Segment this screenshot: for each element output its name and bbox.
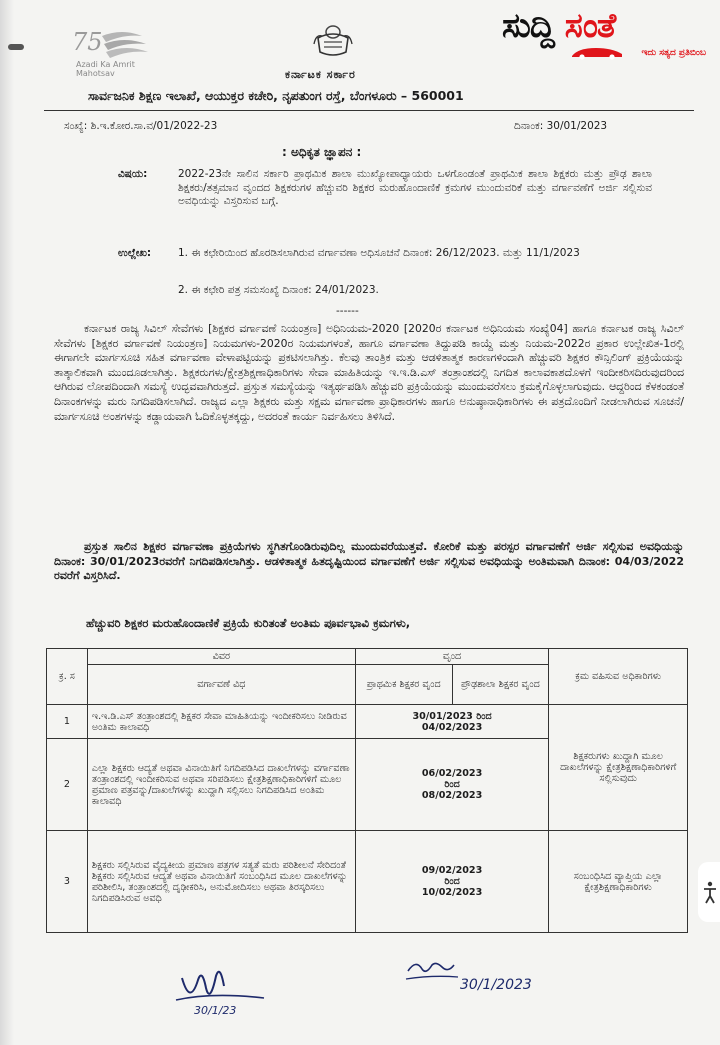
row-sl: 1: [47, 705, 88, 739]
department-address: ಸಾರ್ವಜನಿಕ ಶಿಕ್ಷಣ ಇಲಾಖೆ, ಆಯುಕ್ತರ ಕಚೇರಿ, ನೃಪತುಂಗ ರಸ್ತೆ, ಬೆಂಗಳೂರು – 560001: [88, 88, 464, 103]
col-authority-header: ಕ್ರಮ ವಹಿಸುವ ಅಧಿಕಾರಿಗಳು: [549, 649, 688, 705]
schedule-heading: ಹೆಚ್ಚುವರಿ ಶಿಕ್ಷಕರ ಮರುಹೊಂದಾಣಿಕೆ ಪ್ರಕ್ರಿಯೆ ಕುರಿತಂತೆ ಅಂತಿಮ ಪೂರ್ವಭಾವಿ ಕ್ರಮಗಳು,: [86, 616, 411, 630]
row-authority-3: ಸಂಬಂಧಿಸಿದ ವ್ಯಾಪ್ತಿಯ ಎಲ್ಲಾ ಕ್ಷೇತ್ರಶಿಕ್ಷಣಾಧಿಕಾರಿಗಳು: [549, 831, 688, 933]
row-description: ಶಿಕ್ಷಕರು ಸಲ್ಲಿಸಿರುವ ವೈದ್ಯಕೀಯ ಪ್ರಮಾಣ ಪತ್ರಗಳ ಸತ್ಯತೆ ಮರು ಪರಿಶೀಲನೆ ಸೇರಿದಂತೆ ಶಿಕ್ಷಕರು ಸಲ್ಲಿಸಿರುವ ಆದ್ಯತೆ ಅಥವಾ ವಿನಾಯಿತಿಗೆ ಸಂಬಂಧಿಸಿದ ಮೂಲ ದಾಖಲೆಗಳನ್ನು ಪರಿಶೀಲಿಸಿ, ತಂತ್ರಾಂಶದಲ್ಲಿ ದೃಢೀಕರಿಸಿ, ಅನುಮೋದಿಸಲು ಅಥವಾ ತಿರಸ್ಕರಿಸಲು ನಿಗದಿಪಡಿಸಿರುವ ಅವಧಿ: [87, 831, 355, 933]
row-date-to: 04/02/2023: [421, 721, 483, 733]
row-date-mid: ರಿಂದ: [444, 779, 460, 790]
issue-date-value: 30/01/2023: [546, 120, 608, 132]
car-icon: [568, 44, 628, 60]
brand-logo: [502, 4, 712, 66]
col-primary-header: ಪ್ರಾಥಮಿಕ ಶಿಕ್ಷಕರ ವೃಂದ: [355, 665, 452, 705]
col-cadre-header: ವೃಂದ: [355, 649, 548, 665]
header-rule: [44, 110, 694, 111]
subject-label: ವಿಷಯ:: [118, 168, 148, 180]
row-dates: [355, 831, 548, 933]
col-method-header: ವರ್ಗಾವಣೆ ವಿಧ: [87, 665, 355, 705]
col-high-header: ಪ್ರೌಢಶಾಲಾ ಶಿಕ್ಷಕರ ವೃಂದ: [452, 665, 549, 705]
row-dates: [355, 705, 548, 739]
reference-item-1: 1. ಈ ಕಛೇರಿಯಿಂದ ಹೊರಡಿಸಲಾಗಿರುವ ವರ್ಗಾವಣಾ ಅಧಿಸೂಚನೆ ದಿನಾಂಕ: 26/12/2023. ಮತ್ತು 11/1/2023: [178, 247, 580, 259]
row-sl: 3: [47, 831, 88, 933]
row-date-from: 09/02/2023: [421, 865, 483, 876]
reference-label: ಉಲ್ಲೇಖ:: [118, 247, 152, 259]
row-authority-1-2: ಶಿಕ್ಷಕರುಗಳು ಖುದ್ದಾಗಿ ಮೂಲ ದಾಖಲೆಗಳನ್ನು ಕ್ಷೇತ್ರಶಿಕ್ಷಣಾಧಿಕಾರಿಗಳಿಗೆ ಸಲ್ಲಿಸುವುದು: [549, 705, 688, 831]
issue-date-label: ದಿನಾಂಕ:: [514, 120, 544, 132]
brand-tagline: ಇದು ಸತ್ಯದ ಪ್ರತಿಬಿಂಬ: [641, 48, 706, 58]
reference-number: ಸಂಖ್ಯೆ: ಶಿ.ಇ.ಕೋರ.ಸಾ.ವ/01/2022-23: [64, 120, 218, 132]
azadi-logo: [62, 26, 172, 78]
signature-left-date: 30/1/23: [194, 1004, 237, 1017]
row-dates: [355, 739, 548, 831]
subject-text: 2022-23ನೇ ಸಾಲಿನ ಸರ್ಕಾರಿ ಪ್ರಾಥಮಿಕ ಶಾಲಾ ಮುಖ್ಯೋಪಾಧ್ಯಾಯರು ಒಳಗೊಂಡಂತೆ ಪ್ರಾಥಮಿಕ ಶಾಲಾ ಶಿಕ್ಷಕರು ಮತ್ತು ಪ್ರೌಢ ಶಾಲಾ ಶಿಕ್ಷಕರು/ತತ್ಸಮಾನ ವೃಂದದ ಶಿಕ್ಷಕರುಗಳ ಹೆಚ್ಚುವರಿ ಶಿಕ್ಷಕರ ಮರುಹೊಂದಾಣಿಕೆ ಕ್ರಮಗಳ ಮುಂದುವರಿಕೆ ಮತ್ತು ವರ್ಗಾವಣೆಗೆ ಅರ್ಜಿ ಸಲ್ಲಿಸುವ ಅವಧಿಯನ್ನು ವಿಸ್ತರಿಸುವ ಬಗ್ಗೆ.: [178, 168, 652, 207]
svg-text:75: 75: [72, 28, 103, 56]
row-date-from: 06/02/2023: [421, 768, 483, 779]
accessibility-button[interactable]: [698, 862, 720, 922]
separator-line: ------: [336, 305, 359, 317]
issue-date: [514, 120, 607, 134]
govt-name: ಕರ್ನಾಟಕ ಸರ್ಕಾರ: [285, 68, 356, 81]
karnataka-emblem-icon: [312, 22, 354, 60]
notice-title: : ಅಧಿಕೃತ ಜ್ಞಾಪನ :: [282, 145, 362, 159]
row-date-to: 08/02/2023: [421, 790, 483, 801]
row-date-mid: ರಿಂದ: [444, 876, 460, 887]
row-sl: 2: [47, 739, 88, 831]
table-header-row: [47, 649, 688, 665]
row-description: ಎಲ್ಲಾ ಶಿಕ್ಷಕರು ಆದ್ಯತೆ ಅಥವಾ ವಿನಾಯಿತಿಗೆ ನಿಗದಿಪಡಿಸಿದ ದಾಖಲೆಗಳನ್ನು ವರ್ಗಾವಣಾ ತಂತ್ರಾಂಶದಲ್ಲಿ ಇಂದೀಕರಿಸುವ ಅಥವಾ ಸರಿಪಡಿಸಲು ಕ್ಷೇತ್ರಶಿಕ್ಷಣಾಧಿಕಾರಿಗಳಿಗೆ ಮೂಲ ಪ್ರಮಾಣ ಪತ್ರವನ್ನು/ದಾಖಲೆಗಳನ್ನು ಖುದ್ದಾಗಿ ಸಲ್ಲಿಸಲು ನಿಗದಿಪಡಿಸಿದ ಅಂತಿಮ ಕಾಲಾವಧಿ: [87, 739, 355, 831]
page-shadow: [0, 0, 14, 1045]
paragraph-extension: ಪ್ರಸ್ತುತ ಸಾಲಿನ ಶಿಕ್ಷಕರ ವರ್ಗಾವಣಾ ಪ್ರಕ್ರಿಯೆಗಳು ಸ್ಥಗಿತಗೊಂಡಿರುವುದಿಲ್ಲ ಮುಂದುವರೆಯುತ್ತವೆ. ಕೋರಿಕೆ ಮತ್ತು ಪರಸ್ಪರ ವರ್ಗಾವಣೆಗೆ ಅರ್ಜಿ ಸಲ್ಲಿಸುವ ಅವಧಿಯನ್ನು ದಿನಾಂಕ: 30/01/2023ರವರೆಗೆ ನಿಗದಿಪಡಿಸಲಾಗಿತ್ತು. ಆಡಳಿತಾತ್ಮಕ ಹಿತದೃಷ್ಟಿಯಿಂದ ವರ್ಗಾವಣೆಗೆ ಅರ್ಜಿ ಸಲ್ಲಿಸುವ ಅವಧಿಯನ್ನು ಅಂತಿಮವಾಗಿ ದಿನಾಂಕ: 04/03/2022 ರವರೆಗೆ ವಿಸ್ತರಿಸಿದೆ.: [54, 540, 684, 583]
punch-mark: [8, 44, 24, 50]
table-row: [47, 705, 688, 739]
table-row: [47, 831, 688, 933]
row-date-from: 30/01/2023 ರಿಂದ: [412, 710, 492, 722]
signature-right: [402, 955, 572, 999]
paragraph-main: ಕರ್ನಾಟಕ ರಾಜ್ಯ ಸಿವಿಲ್ ಸೇವೆಗಳು [ಶಿಕ್ಷಕರ ವರ್ಗಾವಣೆ ನಿಯಂತ್ರಣ] ಅಧಿನಿಯಮ-2020 [2020ರ ಕರ್ನಾಟಕ ಅಧಿನಿಯಮ ಸಂಖ್ಯೆ04] ಹಾಗೂ ಕರ್ನಾಟಕ ರಾಜ್ಯ ಸಿವಿಲ್ ಸೇವೆಗಳು [ಶಿಕ್ಷಕರ ವರ್ಗಾವಣೆ ನಿಯಂತ್ರಣ] ನಿಯಮಗಳು-2020ರ ನಿಯಮಗಳಂತೆ, ಹಾಗೂ ವರ್ಗಾವಣಾ ತಿದ್ದುಪಡಿ ಕಾಯ್ದೆ ಮತ್ತು ನಿಯಮ-2022ರ ಪ್ರಕಾರ ಉಲ್ಲೇಖಿತ-1ರಲ್ಲಿ ಈಗಾಗಲೇ ಮಾರ್ಗಸೂಚಿ ಸಹಿತ ವರ್ಗಾವಣಾ ವೇಳಾಪಟ್ಟಿಯನ್ನು ಪ್ರಕಟಿಸಲಾಗಿತ್ತು. ಕೆಲವು ತಾಂತ್ರಿಕ ಮತ್ತು ಆಡಳಿತಾತ್ಮಕ ಕಾರಣಗಳಿಂದಾಗಿ ಹೆಚ್ಚುವರಿ ಶಿಕ್ಷಕರ ಕೌನ್ಸಿಲಿಂಗ್ ಪ್ರಕ್ರಿಯೆಯನ್ನು ತಾತ್ಕಾಲಿಕವಾಗಿ ಮುಂದೂಡಲಾಗಿತ್ತು. ಶಿಕ್ಷಕರುಗಳು/ಕ್ಷೇತ್ರಶಿಕ್ಷಣಾಧಿಕಾರಿಗಳು ಸೇವಾ ಮಾಹಿತಿಯನ್ನು ಇ.ಇ.ಡಿ.ಎಸ್ ತಂತ್ರಾಂಶದಲ್ಲಿ ನಿಗದಿತ ಕಾಲಾವಕಾಶದೊಳಗೆ ಇಂದೀಕರಿಸದಿರುವುದರಿಂದ ಆಗಿರುವ ಲೋಪದಿಂದಾಗಿ ಸಮಸ್ಯೆ ಉದ್ಭವವಾಗಿರುತ್ತದೆ. ಪ್ರಸ್ತುತ ಸಮಸ್ಯೆಯನ್ನು ಇತ್ಯರ್ಥಪಡಿಸಿ ಹೆಚ್ಚುವರಿ ಪ್ರಕ್ರಿಯೆಯನ್ನು ಮುಂದುವರೆಸಲು ಕ್ರಮಕೈಗೊಳ್ಳಲಾಗುವುದು. ಆದ್ದರಿಂದ ಕೆಳಕಂಡಂತೆ ದಿನಾಂಕಗಳನ್ನು ಮರು ನಿಗದಿಪಡಿಸಲಾಗಿದೆ. ರಾಜ್ಯದ ಎಲ್ಲಾ ಶಿಕ್ಷಕರು ಮತ್ತು ಸಕ್ಷಮ ವರ್ಗಾವಣಾ ಪ್ರಾಧಿಕಾರಗಳು ಹಾಗೂ ಅನುಷ್ಠಾನಾಧಿಕಾರಿಗಳು ಈ ಪತ್ರದೊಂದಿಗೆ ನೀಡಲಾಗಿರುವ ಸೂಚನೆ/ ಮಾರ್ಗಸೂಚಿ ಅಂಶಗಳನ್ನು ಕಡ್ಡಾಯವಾಗಿ ಓದಿಕೊಳ್ಳತಕ್ಕದ್ದು, ಅದರಂತೆ ಕಾರ್ಯ ನಿರ್ವಹಿಸಲು ತಿಳಿಸಿದೆ.: [54, 322, 684, 423]
accessibility-icon: [698, 862, 720, 922]
col-sl-header: ಕ್ರ. ಸ: [47, 649, 88, 705]
schedule-table: [46, 648, 688, 933]
azadi-logo-text: Azadi Ka Amrit Mahotsav: [76, 60, 135, 78]
brand-name: ಸುದ್ದಿ ಸಂತೆ: [502, 6, 616, 46]
col-details-header: ವಿವರ: [87, 649, 355, 665]
row-date-to: 10/02/2023: [421, 887, 483, 898]
signature-left: [172, 958, 282, 1018]
row-description: ಇ.ಇ.ಡಿ.ಎಸ್ ತಂತ್ರಾಂಶದಲ್ಲಿ ಶಿಕ್ಷಕರ ಸೇವಾ ಮಾಹಿತಿಯನ್ನು ಇಂದೀಕರಿಸಲು ನೀಡಿರುವ ಅಂತಿಮ ಕಾಲಾವಧಿ: [87, 705, 355, 739]
signature-right-date: 30/1/2023: [460, 977, 532, 993]
reference-item-2: 2. ಈ ಕಛೇರಿ ಪತ್ರ ಸಮಸಂಖ್ಯೆ ದಿನಾಂಕ: 24/01/2023.: [178, 284, 379, 296]
